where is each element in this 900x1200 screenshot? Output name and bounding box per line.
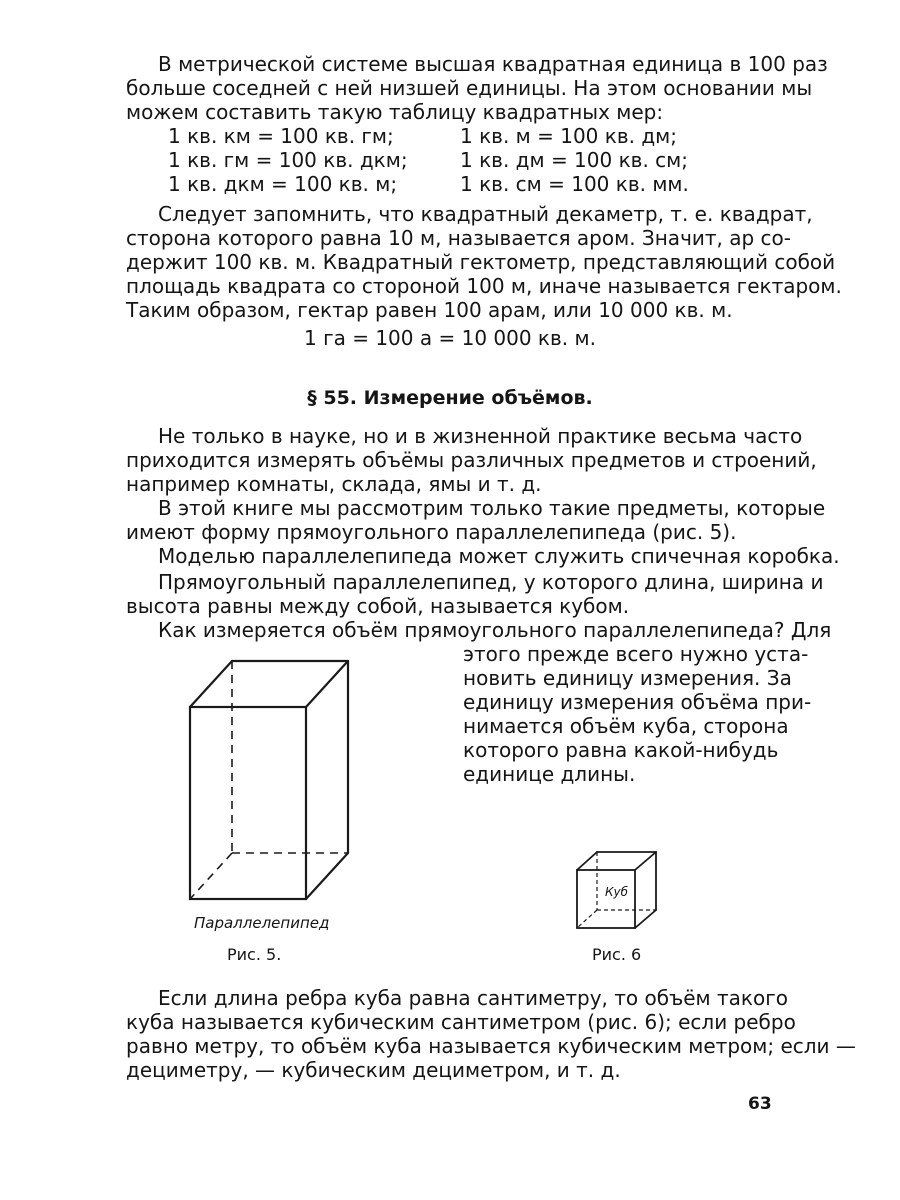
- text-line: Как измеряется объём прямоугольного параллелепипеда? Для: [158, 618, 832, 642]
- table-cell: 1 кв. см = 100 кв. мм.: [460, 172, 689, 196]
- parallelepiped-figure: [182, 655, 352, 935]
- text-line: единице длины.: [463, 762, 636, 786]
- figure-6-caption: Рис. 6: [592, 945, 642, 964]
- text-line: нимается объём куба, сторона: [463, 714, 789, 738]
- text-line: куба называется кубическим сантиметром (рис. 6); если ребро: [126, 1010, 796, 1034]
- text-line: единицу измерения объёма при-: [463, 690, 812, 714]
- text-line: например комнаты, склада, ямы и т. д.: [126, 472, 542, 496]
- text-line: В этой книге мы рассмотрим только такие предметы, которые: [158, 496, 826, 520]
- text-line: новить единицу измерения. За: [463, 666, 792, 690]
- paragraph-cube-definition: [126, 570, 824, 618]
- text-line: площадь квадрата со стороной 100 м, иначе называется гектаром.: [126, 274, 842, 298]
- table-cell: 1 кв. км = 100 кв. гм;: [168, 124, 394, 148]
- paragraph-matchbox: [126, 544, 840, 568]
- paragraph-parallelepiped: [126, 496, 826, 544]
- text-line: этого прежде всего нужно уста-: [463, 642, 809, 666]
- text-line: имеют форму прямоугольного параллелепипеда (рис. 5).: [126, 520, 737, 544]
- text-line: сторона которого равна 10 м, называется аром. Значит, ар со-: [126, 226, 791, 250]
- text-line: держит 100 кв. м. Квадратный гектометр, представляющий собой: [126, 250, 836, 274]
- page-number: 63: [748, 1094, 772, 1114]
- text-line: можем составить такую таблицу квадратных мер:: [126, 100, 664, 124]
- paragraph-volume-practice: [126, 424, 817, 496]
- text-line: равно метру, то объём куба называется кубическим метром; если —: [126, 1034, 856, 1058]
- paragraph-cubic-units: [126, 986, 856, 1082]
- text-line: Прямоугольный параллелепипед, у которого длина, ширина и: [158, 570, 824, 594]
- cube-label: Куб: [605, 885, 629, 899]
- table-cell: 1 кв. м = 100 кв. дм;: [460, 124, 677, 148]
- table-cell: 1 кв. дм = 100 кв. см;: [460, 148, 688, 172]
- paragraph-measure-question: [126, 618, 832, 642]
- text-line: Моделью параллелепипеда может служить спичечная коробка.: [158, 544, 840, 568]
- section-heading: § 55. Измерение объёмов.: [307, 387, 593, 409]
- parallelepiped-label: Параллелепипед: [194, 914, 330, 932]
- text-line: Следует запомнить, что квадратный декаметр, т. е. квадрат,: [158, 202, 813, 226]
- text-line: В метрической системе высшая квадратная единица в 100 раз: [158, 52, 828, 76]
- text-line: Таким образом, гектар равен 100 арам, или 10 000 кв. м.: [126, 298, 733, 322]
- text-line: приходится измерять объёмы различных предметов и строений,: [126, 448, 817, 472]
- text-line: высота равны между собой, называется кубом.: [126, 594, 630, 618]
- table-cell: 1 кв. дкм = 100 кв. м;: [168, 172, 398, 196]
- text-line: больше соседней с ней низшей единицы. На этом основании мы: [126, 76, 813, 100]
- text-line: Если длина ребра куба равна сантиметру, то объём такого: [158, 986, 788, 1010]
- hectare-formula: 1 га = 100 а = 10 000 кв. м.: [304, 326, 596, 350]
- paragraph-unit-volume: [463, 642, 812, 786]
- text-line: дециметру, — кубическим дециметром, и т. д.: [126, 1058, 621, 1082]
- text-line: Не только в науке, но и в жизненной практике весьма часто: [158, 424, 803, 448]
- figure-5-caption: Рис. 5.: [227, 945, 282, 964]
- text-line: которого равна какой-нибудь: [463, 738, 779, 762]
- paragraph-metric-intro: [126, 52, 828, 124]
- paragraph-are-hectare: [126, 202, 842, 322]
- table-cell: 1 кв. гм = 100 кв. дкм;: [168, 148, 408, 172]
